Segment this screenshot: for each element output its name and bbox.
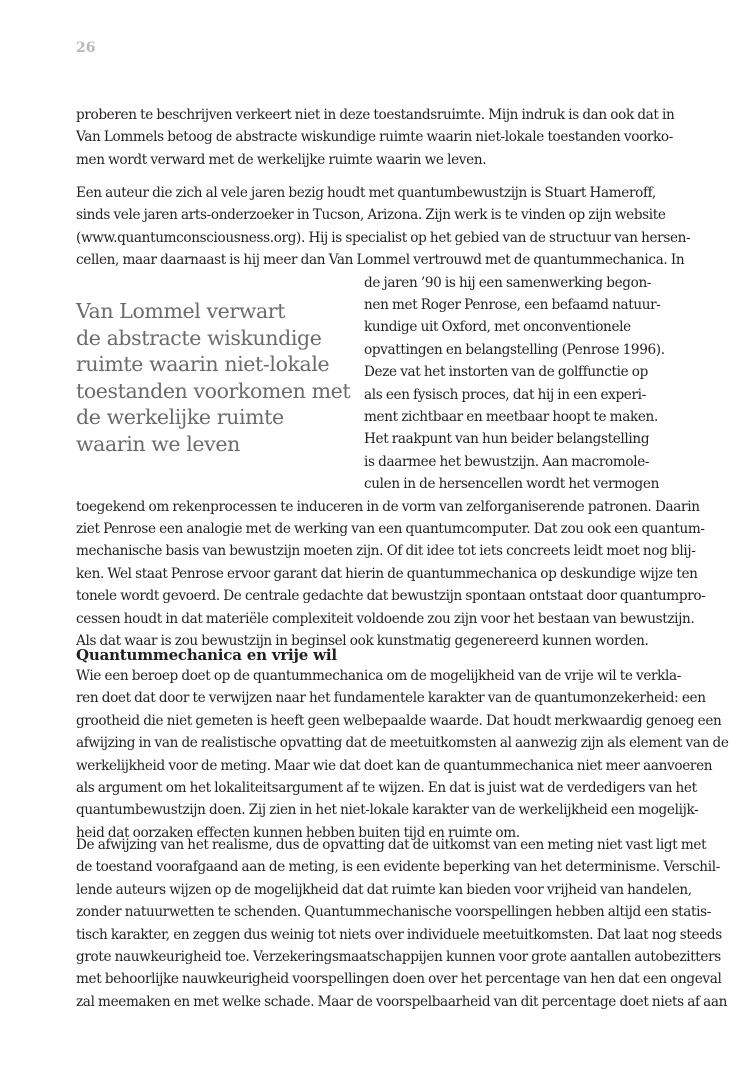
section-heading: Quantummechanica en vrije wil (76, 646, 337, 664)
text-line: cellen, maar daarnaast is hij meer dan Van Lommel vertrouwd met de quantummechanica. In (76, 252, 685, 269)
text-line: Wie een beroep doet op de quantummechanica om de mogelijkheid van de vrije wil te verkla- (76, 668, 682, 684)
text-line: cessen houdt in dat materiële complexiteit voldoende zou zijn voor het bestaan van bewustzijn. (76, 610, 695, 627)
text-line: zal meemaken en met welke schade. Maar de voorspelbaarheid van dit percentage doet niets af aan (76, 993, 728, 1010)
text-line: Deze vat het instorten van de golffunctie op (364, 364, 648, 381)
text-line: ziet Penrose een analogie met de werking van een quantumcomputer. Dat zou ook een quantum- (76, 520, 705, 537)
text-line: culen in de hersencellen wordt het vermogen (364, 476, 660, 493)
text-line: als een fysisch proces, dat hij in een experi- (364, 386, 646, 403)
paragraph-2-continued (76, 496, 706, 653)
paragraph-3 (76, 665, 729, 844)
text-line: lende auteurs wijzen op de mogelijkheid dat dat ruimte kan bieden voor vrijheid van handelen, (76, 881, 692, 898)
text-line: afwijzing in van de realistische opvatting dat de meetuitkomsten al aanwezig zijn als element van de (76, 735, 729, 752)
pull-quote-line: Van Lommel verwart (76, 299, 286, 323)
text-line: grootheid die niet gemeten is heeft geen welbepaalde waarde. Dat houdt merkwaardig genoeg een (76, 712, 722, 729)
text-line: Van Lommels betoog de abstracte wiskundige ruimte waarin niet-lokale toestanden voorko- (76, 129, 674, 146)
text-line: kundige uit Oxford, met onconventionele (364, 319, 631, 336)
text-line: tisch karakter, en zeggen dus weinig tot niets over individuele meetuitkomsten. Dat laat nog steeds (76, 926, 722, 943)
paragraph-1 (76, 104, 675, 171)
text-line: (www.quantumconsciousness.org). Hij is specialist op het gebied van de structuur van hersen- (76, 229, 691, 246)
pull-quote (76, 298, 351, 457)
text-line: zonder natuurwetten te schenden. Quantummechanische voorspellingen hebben altijd een statis- (76, 904, 712, 921)
text-line: De afwijzing van het realisme, dus de opvatting dat de uitkomst van een meting niet vast ligt met (76, 837, 707, 853)
text-line: ment zichtbaar en meetbaar hoopt te maken. (364, 408, 658, 425)
pull-quote-line: de werkelijke ruimte (76, 405, 284, 429)
text-line: men wordt verward met de werkelijke ruimte waarin we leven. (76, 151, 487, 168)
text-line: mechanische basis van bewustzijn moeten zijn. Of dit idee tot iets concreets leidt moet nog blij- (76, 543, 696, 560)
text-line: tonele wordt gevoerd. De centrale gedachte dat bewustzijn spontaan ontstaat door quantumpro- (76, 588, 706, 605)
text-line: de toestand voorafgaand aan de meting, is een evidente beperking van het determinisme. Verschil- (76, 859, 720, 876)
text-line: heid dat oorzaken effecten kunnen hebben buiten tijd en ruimte om. (76, 824, 520, 841)
text-line: quantumbewustzijn doen. Zij zien in het niet-lokale karakter van de werkelijkheid een mogelijk- (76, 802, 699, 819)
paragraph-2-narrow-column (364, 272, 665, 496)
text-line: Het raakpunt van hun beider belangstelling (364, 431, 650, 448)
pull-quote-line: ruimte waarin niet-lokale (76, 352, 330, 376)
paragraph-2 (76, 182, 691, 272)
text-line: is daarmee het bewustzijn. Aan macromole- (364, 453, 650, 470)
text-line: ken. Wel staat Penrose ervoor garant dat hierin de quantummechanica op deskundige wijze ten (76, 565, 698, 582)
text-line: toegekend om rekenprocessen te induceren in de vorm van zelforganiserende patronen. Daarin (76, 498, 700, 515)
text-line: Als dat waar is zou bewustzijn in beginsel ook kunstmatig gegenereerd kunnen worden. (76, 632, 649, 649)
paragraph-4 (76, 834, 728, 1013)
pull-quote-line: waarin we leven (76, 431, 240, 456)
text-line: nen met Roger Penrose, een befaamd natuur- (364, 296, 661, 313)
text-line: proberen te beschrijven verkeert niet in deze toestandsruimte. Mijn indruk is dan ook dat in (76, 107, 675, 123)
text-line: de jaren ’90 is hij een samenwerking begon- (364, 274, 652, 291)
page-number: 26 (76, 40, 96, 56)
text-line: werkelijkheid voor de meting. Maar wie dat doet kan de quantummechanica niet meer aanvoeren (76, 757, 713, 774)
text-line: als argument om het lokaliteitsargument af te wijzen. En dat is juist wat de verdedigers van het (76, 779, 697, 796)
text-line: opvattingen en belangstelling (Penrose 1996). (364, 341, 665, 358)
text-line: met behoorlijke nauwkeurigheid voorspellingen doen over het percentage van hen dat een ongeval (76, 971, 722, 988)
pull-quote-line: toestanden voorkomen met (76, 378, 351, 403)
text-line: sinds vele jaren arts-onderzoeker in Tucson, Arizona. Zijn werk is te vinden op zijn website (76, 207, 666, 224)
text-line: ren doet dat door te verwijzen naar het fundamentele karakter van de quantumonzekerheid: een (76, 690, 706, 707)
text-line: grote nauwkeurigheid toe. Verzekeringsmaatschappijen kunnen voor grote aantallen autobezitters (76, 948, 721, 965)
pull-quote-line: de abstracte wiskundige (76, 325, 322, 350)
text-line: Een auteur die zich al vele jaren bezig houdt met quantumbewustzijn is Stuart Hameroff, (76, 185, 656, 201)
